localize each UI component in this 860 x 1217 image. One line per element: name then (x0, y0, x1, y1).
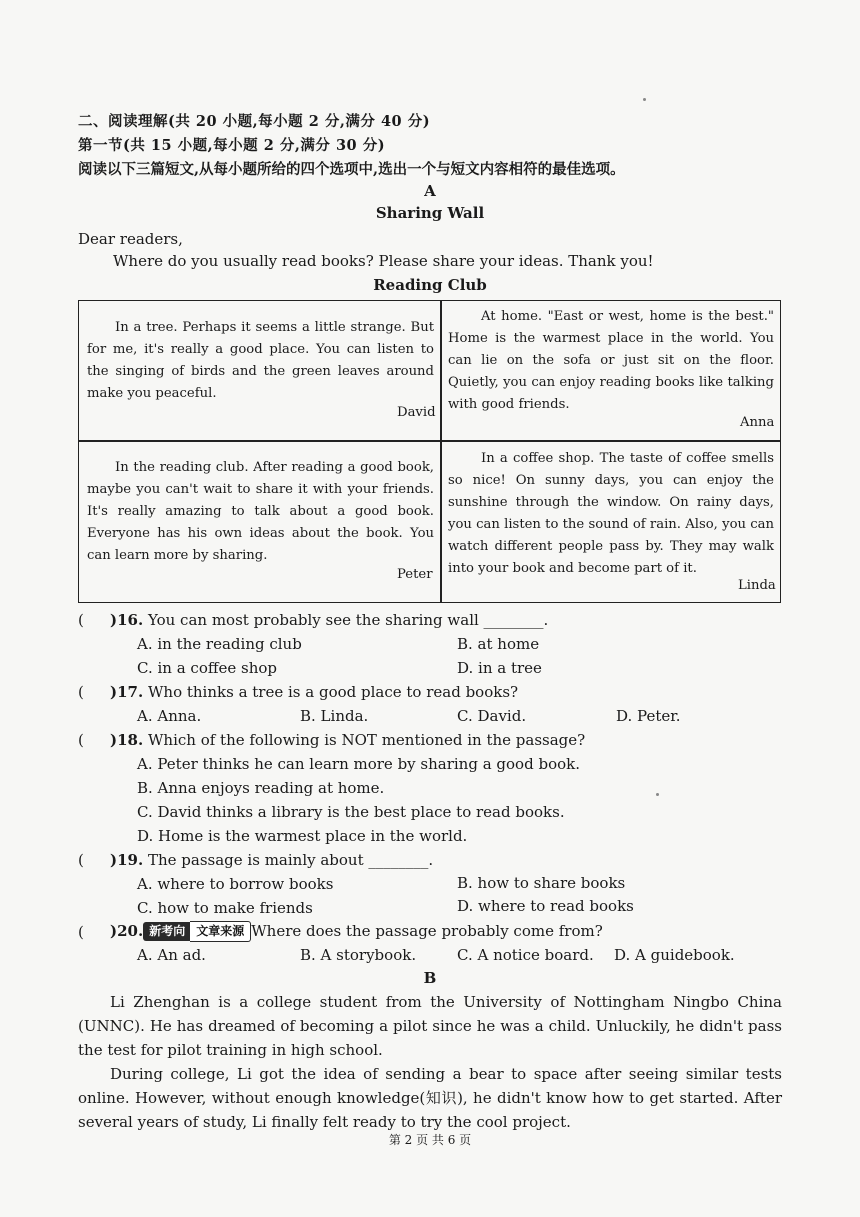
answer-bracket[interactable]: ( (78, 851, 84, 869)
table-cell-linda (448, 448, 774, 580)
question-19 (110, 851, 433, 869)
signature-peter: Peter (397, 567, 433, 582)
question-stem: Which of the following is NOT mentioned in the passage? (147, 731, 586, 749)
signature-david: David (397, 405, 436, 420)
option-20d[interactable]: D. A guidebook. (614, 946, 735, 964)
answer-bracket[interactable]: ( (78, 611, 84, 629)
part-header: 第一节(共 15 小题,每小题 2 分,满分 30 分) (78, 137, 386, 154)
option-18b[interactable]: B. Anna enjoys reading at home. (137, 779, 385, 797)
passage-a-letter: A (424, 182, 436, 200)
cell-text: In a tree. Perhaps it seems a little strange. But for me, it's really a good place. You can listen to the singing of birds and the green leaves around make you peaceful. (87, 320, 434, 401)
answer-bracket[interactable]: ( (78, 923, 84, 941)
question-18 (110, 731, 585, 749)
instruction: 阅读以下三篇短文,从每小题所给的四个选项中,选出一个与短文内容相符的最佳选项。 (78, 161, 625, 178)
option-16d[interactable]: D. in a tree (457, 659, 542, 677)
question-number: )17. (110, 683, 144, 701)
table-cell-peter (87, 457, 434, 567)
question-stem: You can most probably see the sharing wall ________. (147, 611, 549, 629)
question-17 (110, 683, 518, 701)
table-cell-david (87, 317, 434, 405)
table-cell-anna (448, 306, 774, 416)
answer-bracket[interactable]: ( (78, 731, 84, 749)
source-tag: 文章来源 (190, 921, 251, 942)
option-20a[interactable]: A. An ad. (137, 946, 206, 964)
scan-speck (656, 793, 659, 796)
paragraph-text: Li Zhenghan is a college student from the University of Nottingham Ningbo China (UNNC). He has dreamed of becoming a pilot since he was a child. Unluckily, he didn't pass the test for pilot training in high school. (78, 993, 782, 1059)
paragraph-text: During college, Li got the idea of sending a bear to space after seeing similar tests online. However, without enough knowledge(知识), he didn't know how to get started. After several years of study, Li finally felt ready to try the cool project. (78, 1065, 782, 1131)
reading-club-table (78, 300, 781, 603)
cell-text: In a coffee shop. The taste of coffee smells so nice! On sunny days, you can enjoy the sunshine through the window. On rainy days, you can listen to the sound of rain. Also, you can watch different people pass by. They may walk into your book and become part of it. (448, 451, 774, 576)
option-17b[interactable]: B. Linda. (300, 707, 369, 725)
option-17a[interactable]: A. Anna. (137, 707, 202, 725)
option-19b[interactable]: B. how to share books (457, 874, 626, 892)
question-number: )19. (110, 851, 144, 869)
option-20b[interactable]: B. A storybook. (300, 946, 417, 964)
cell-text: In the reading club. After reading a good book, maybe you can't wait to share it with your friends. It's really amazing to talk about a good book. Everyone has his own ideas about the book. You can learn more by sharing. (87, 460, 434, 563)
scan-speck (643, 98, 646, 101)
table-divider-vertical (440, 301, 442, 602)
table-divider-horizontal (79, 440, 780, 442)
passage-a-title: Sharing Wall (375, 204, 485, 222)
question-number: )18. (110, 731, 144, 749)
new-direction-tag: 新考向 (143, 922, 191, 941)
option-18c[interactable]: C. David thinks a library is the best place to read books. (137, 803, 565, 821)
passage-b-paragraph-1 (78, 990, 782, 1062)
option-20c[interactable]: C. A notice board. (457, 946, 594, 964)
signature-linda: Linda (738, 578, 776, 593)
share-prompt: Where do you usually read books? Please share your ideas. Thank you! (113, 252, 654, 270)
signature-anna: Anna (740, 415, 775, 430)
question-20 (110, 921, 603, 942)
question-16 (110, 611, 548, 629)
option-17d[interactable]: D. Peter. (616, 707, 681, 725)
option-16b[interactable]: B. at home (457, 635, 540, 653)
greeting: Dear readers, (78, 230, 183, 248)
option-16c[interactable]: C. in a coffee shop (137, 659, 278, 677)
club-title: Reading Club (373, 276, 487, 294)
answer-bracket[interactable]: ( (78, 683, 84, 701)
option-19c[interactable]: C. how to make friends (137, 899, 313, 917)
option-17c[interactable]: C. David. (457, 707, 527, 725)
question-stem: The passage is mainly about ________. (147, 851, 434, 869)
option-18a[interactable]: A. Peter thinks he can learn more by sharing a good book. (137, 755, 580, 773)
page-footer: 第 2 页 共 6 页 (388, 1133, 472, 1147)
section-header: 二、阅读理解(共 20 小题,每小题 2 分,满分 40 分) (78, 113, 431, 130)
option-19d[interactable]: D. where to read books (457, 897, 634, 915)
option-18d[interactable]: D. Home is the warmest place in the world. (137, 827, 468, 845)
cell-text: At home. "East or west, home is the best." Home is the warmest place in the world. You can lie on the sofa or just sit on the floor. Quietly, you can enjoy reading books like talking with good friends. (448, 309, 774, 412)
question-stem: Who thinks a tree is a good place to read books? (147, 683, 519, 701)
question-number: )16. (110, 611, 144, 629)
passage-b-paragraph-2 (78, 1062, 782, 1134)
option-16a[interactable]: A. in the reading club (137, 635, 302, 653)
question-number: )20. (110, 922, 144, 940)
question-stem: Where does the passage probably come from? (251, 922, 603, 940)
passage-b-letter: B (423, 969, 437, 987)
option-19a[interactable]: A. where to borrow books (137, 875, 334, 893)
